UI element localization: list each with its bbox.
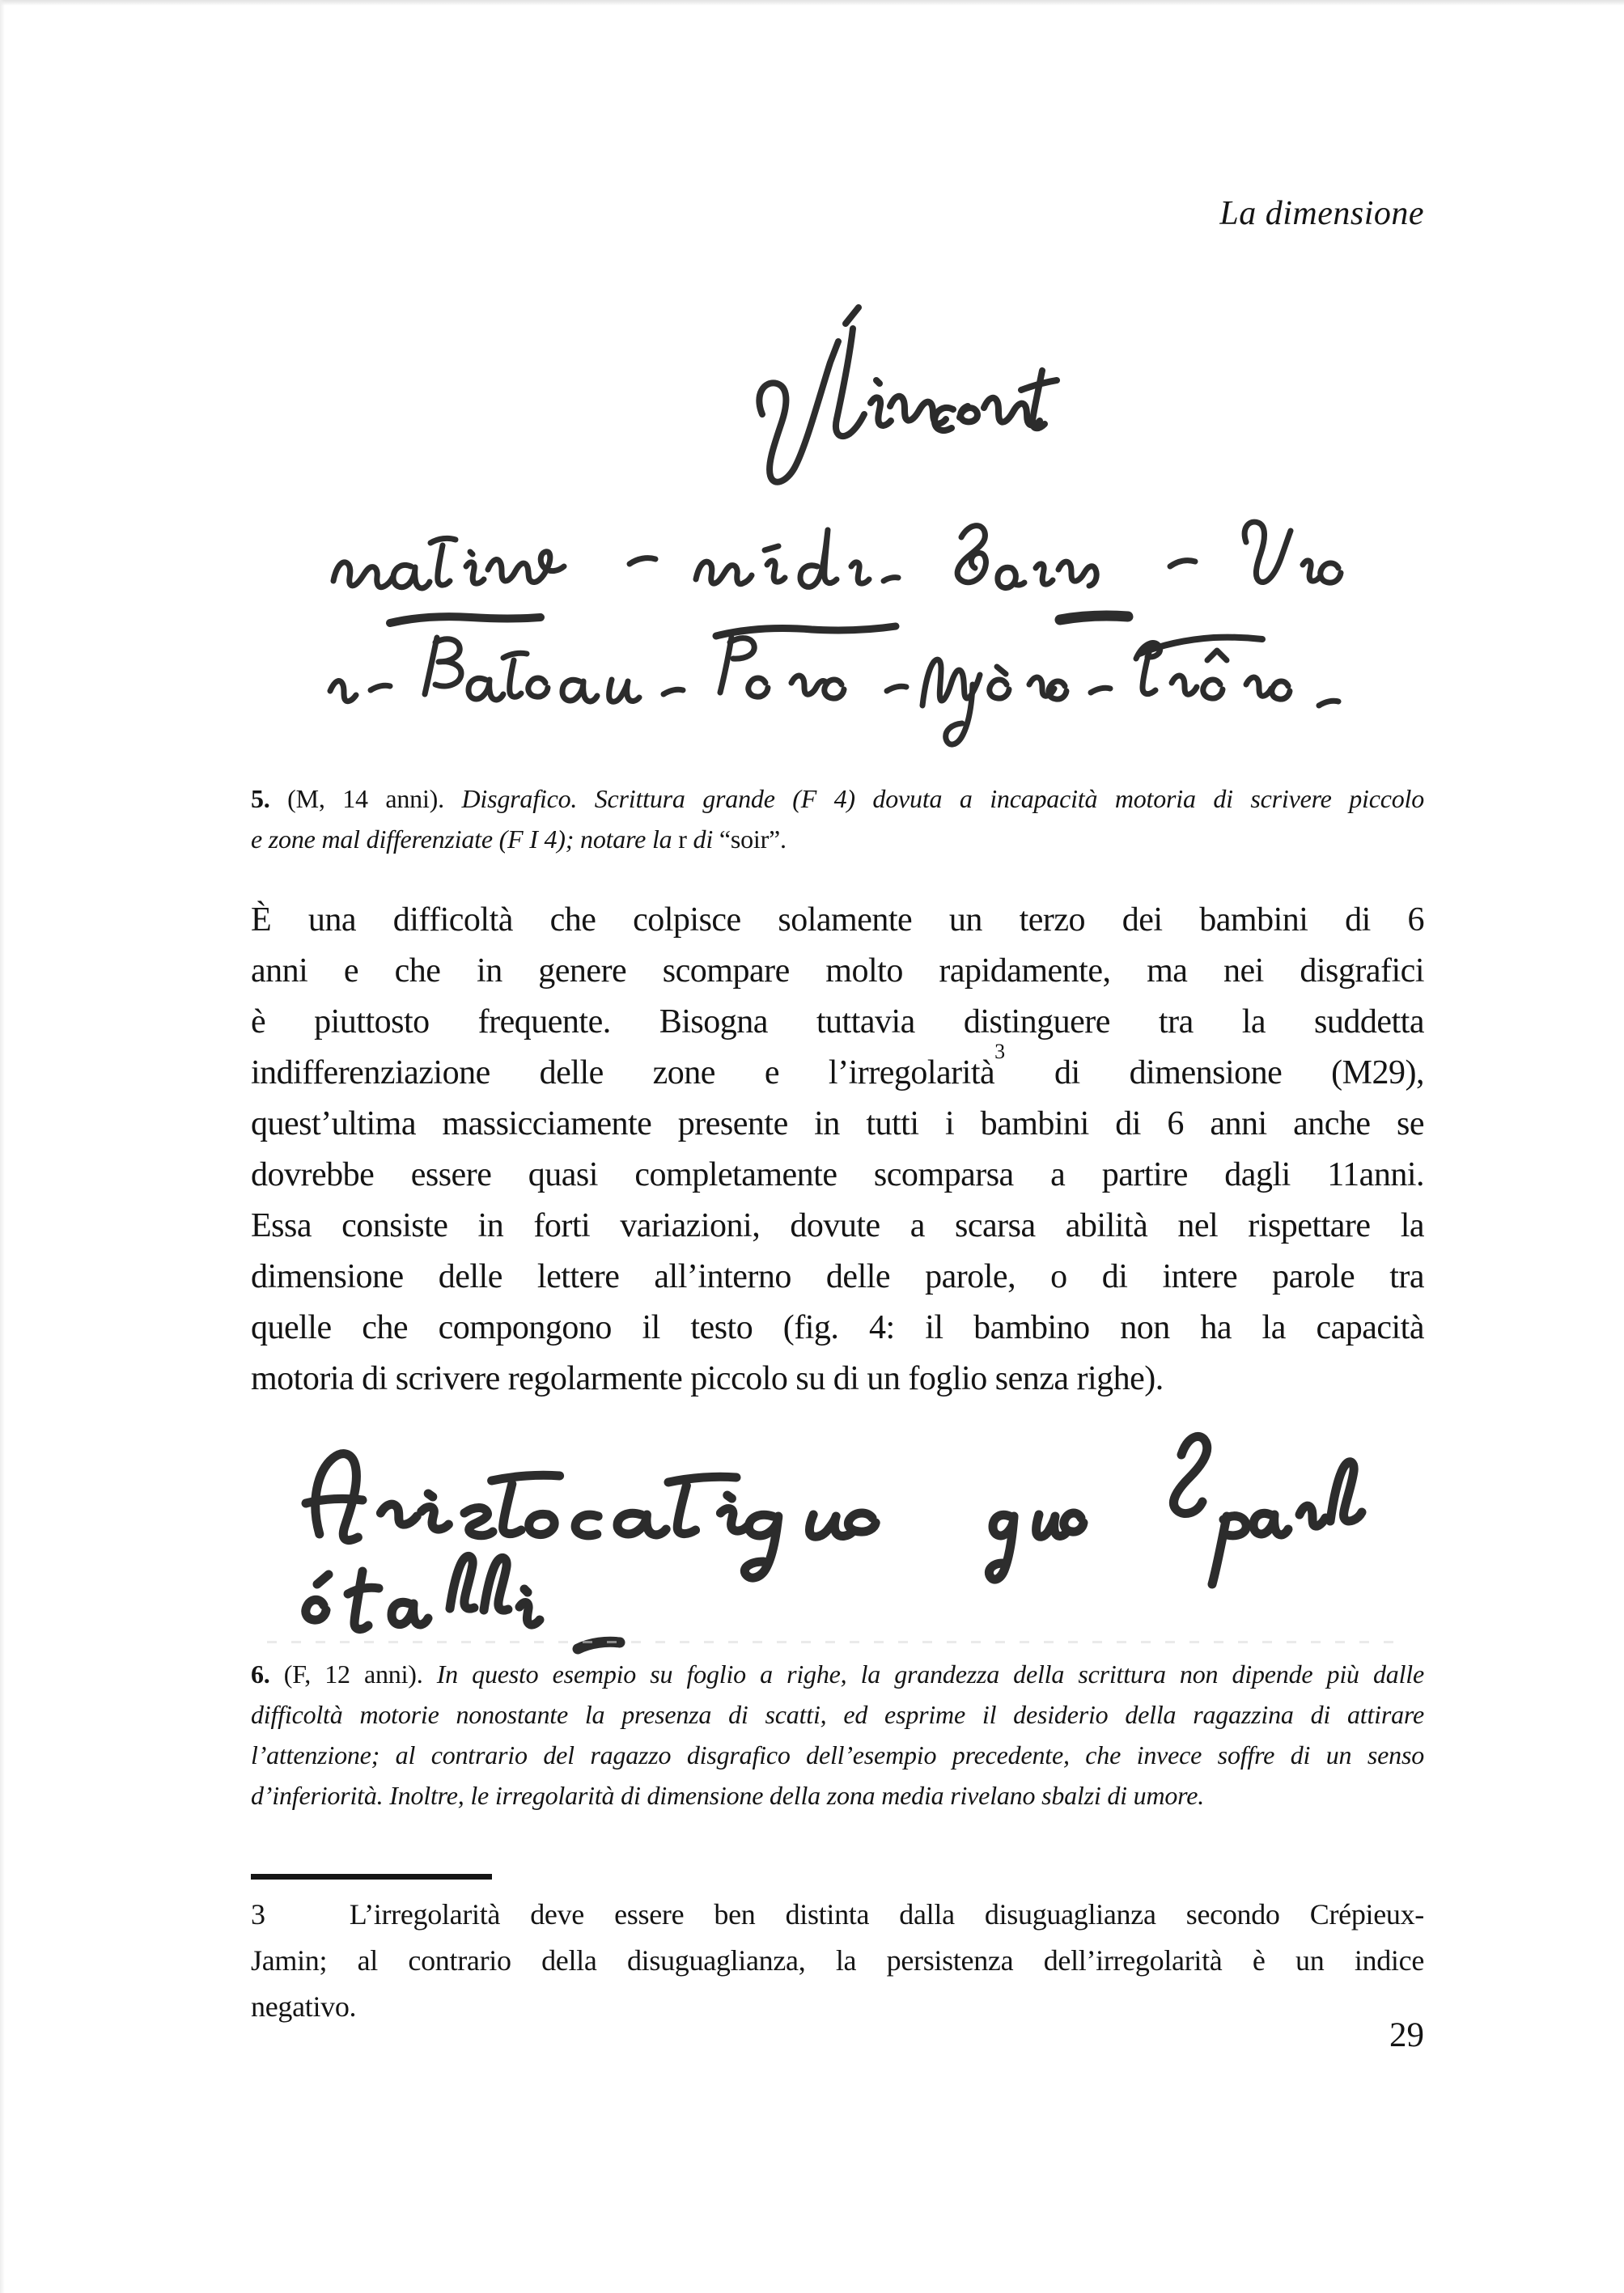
- hw6-row-2: [306, 1556, 620, 1649]
- caption-6-line-2: [251, 1694, 1424, 1735]
- body-line: È una difficoltà che colpisce solamente un terzo dei bambini di 6: [251, 901, 1424, 939]
- body-line: Essa consiste in forti variazioni, dovute a scarsa abilità nel rispettare la: [251, 1207, 1424, 1244]
- footnote-rule: [251, 1874, 492, 1880]
- caption-5-roman-soir: “soir”.: [719, 824, 787, 854]
- caption-5-line-2: [251, 819, 1424, 859]
- footnote-line-3: negativo.: [251, 1990, 357, 2023]
- body-line: è piuttosto frequente. Bisogna tuttavia distinguere tra la suddetta: [251, 1003, 1424, 1041]
- caption-6-line-4: [251, 1775, 1424, 1816]
- body-line: anni e che in genere scompare molto rapidamente, ma nei disgrafici: [251, 952, 1424, 990]
- footnote: [251, 1892, 1424, 2030]
- scan-edge-top: [0, 0, 1624, 6]
- body-line: quelle che compongono il testo (fig. 4: il bambino non ha la capacità: [251, 1309, 1424, 1346]
- figure-6-caption: [251, 1654, 1424, 1816]
- caption-6-meta: (F, 12 anni).: [269, 1659, 437, 1689]
- handwriting-sample-6-svg: [275, 1405, 1392, 1664]
- body-line: dimensione delle lettere all’interno delle parole, o di intere parole tra: [251, 1258, 1424, 1295]
- caption-5-italic-1: Disgrafico. Scrittura grande (F 4) dovuta a incapacità motoria di scrivere piccolo: [461, 784, 1424, 813]
- caption-5-roman-r: r: [678, 824, 687, 854]
- page-number-text: 29: [1389, 2016, 1424, 2054]
- footnote-reference: 3: [994, 1040, 1006, 1063]
- body-line: quest’ultima massicciamente presente in tutti i bambini di 6 anni anche se: [251, 1105, 1424, 1142]
- hw5-row-2: [330, 616, 1338, 744]
- body-paragraph: [251, 895, 1424, 1405]
- figure-5-caption: [251, 778, 1424, 859]
- caption-5-meta: (M, 14 anni).: [269, 784, 462, 813]
- handwriting-sample-5-svg: [243, 275, 1424, 777]
- footnote-text-1: L’irregolarità deve essere ben distinta dalla disuguaglianza secondo Crépieux-: [349, 1898, 1424, 1931]
- hw5-word-vincent: [759, 307, 1057, 482]
- body-line: motoria di scrivere regolarmente piccolo su di un foglio senza righe).: [251, 1360, 1164, 1397]
- body-line-post: di dimensione (M29),: [1005, 1054, 1424, 1091]
- body-line: dovrebbe essere quasi completamente scomparsa a partire dagli 11anni.: [251, 1156, 1424, 1193]
- hw5-row-1: [333, 522, 1341, 588]
- footnote-marker: 3: [251, 1898, 265, 1931]
- running-header: [251, 194, 1424, 233]
- caption-5-number: 5.: [251, 784, 270, 813]
- handwriting-figure-5: [243, 275, 1424, 777]
- caption-6-line-1: [251, 1654, 1424, 1694]
- caption-6-italic-4: d’inferiorità. Inoltre, le irregolarità di dimensione della zona media rivelano sbalzi di umore.: [251, 1781, 1205, 1810]
- caption-6-italic-3: l’attenzione; al contrario del ragazzo disgrafico dell’esempio precedente, che invece soffre di un senso: [251, 1740, 1424, 1770]
- footnote-line-2: Jamin; al contrario della disuguaglianza, la persistenza dell’irregolarità è un indice: [251, 1944, 1424, 1977]
- caption-6-number: 6.: [251, 1659, 270, 1689]
- scan-ruled-line-artifact: [267, 1641, 1400, 1643]
- caption-6-italic-1: In questo esempio su foglio a righe, la grandezza della scrittura non dipende più dalle: [436, 1659, 1424, 1689]
- caption-5-italic-2: e zone mal differenziate (F I 4); notare la: [251, 824, 679, 854]
- footnote-line-1: [251, 1892, 1424, 1938]
- body-line-pre: indifferenziazione delle zone e l’irregolarità: [251, 1054, 995, 1091]
- body-line-with-footnote-ref: [251, 1040, 1424, 1099]
- handwriting-figure-6: [275, 1405, 1392, 1664]
- caption-5-line-1: [251, 778, 1424, 819]
- caption-6-italic-2: difficoltà motorie nonostante la presenza di scatti, ed esprime il desiderio della ragazzina di attirare: [251, 1700, 1424, 1729]
- scan-edge-left: [0, 0, 5, 2293]
- caption-6-line-3: [251, 1735, 1424, 1775]
- page-number: [251, 2016, 1424, 2055]
- caption-5-italic-3: di: [686, 824, 719, 854]
- running-header-text: La dimensione: [1219, 195, 1424, 232]
